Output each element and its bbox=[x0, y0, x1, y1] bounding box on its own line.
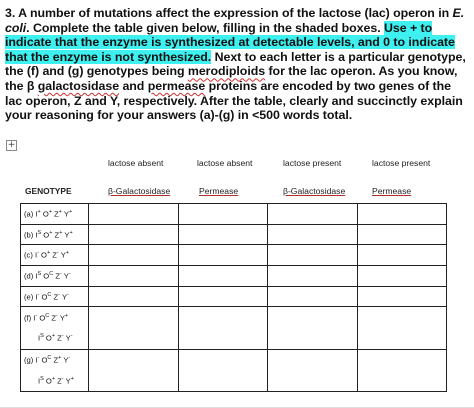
answer-cell[interactable] bbox=[178, 286, 268, 307]
genotype-table bbox=[20, 203, 447, 392]
genotype-cell: $I^S$ O+ Z- Y+ bbox=[21, 370, 89, 391]
answer-cell[interactable] bbox=[178, 265, 268, 286]
enzyme-header-4: Permease bbox=[372, 186, 412, 196]
merodiploids-word: merodiploids bbox=[187, 64, 266, 79]
genotype-cell: (f) I- $O^C$ Z- Y+ bbox=[21, 307, 89, 328]
answer-cell[interactable] bbox=[89, 245, 179, 266]
table-row bbox=[21, 204, 447, 225]
answer-cell[interactable] bbox=[357, 245, 447, 266]
galactosidase-word: galactosidase bbox=[37, 78, 120, 93]
answer-cell[interactable] bbox=[268, 265, 358, 286]
answer-cell[interactable] bbox=[178, 307, 268, 349]
table-row bbox=[21, 286, 447, 307]
genotype-cell: (d) $I^S$ $O^C$ Z- Y- bbox=[21, 265, 89, 286]
answer-cell[interactable] bbox=[89, 349, 179, 391]
answer-cell[interactable] bbox=[89, 286, 179, 307]
genotype-cell: (b) $I^S$ O+ Z+ Y+ bbox=[21, 224, 89, 245]
answer-cell[interactable] bbox=[357, 265, 447, 286]
genotype-cell: (e) I- $O^C$ Z- Y- bbox=[21, 286, 89, 307]
table-row bbox=[21, 245, 447, 266]
enzyme-header-1: β-Galactosidase bbox=[108, 186, 171, 196]
expand-plus-icon[interactable]: + bbox=[7, 140, 16, 150]
genotype-cell: (c) I- O+ Z- Y+ bbox=[21, 245, 89, 266]
answer-cell[interactable] bbox=[268, 307, 358, 349]
question-text: 3. A number of mutations affect the expression of the lactose (lac) operon in E. coli. Complete the table given below, filling in the shaded boxes. Use + to indicate that the enzyme is synthesized at detectable levels, and 0 to indicate that the enzyme is not synthesized. Next to each letter is a particular genotype, the (f) and (g) genotypes being merodiploids for the lac operon. As you know, the β galactosidase and permease proteins are encoded by two genes of the lac operon, Z and Y, respectively. After the table, clearly and succinctly explain your reasoning for your answers (a)-(g) in <500 words total. bbox=[5, 6, 466, 123]
highlighted-instruction: Use + to indicate that the enzyme is synthesized at detectable levels, and 0 to indicate that the enzyme is not synthesized. bbox=[5, 20, 455, 64]
table-row bbox=[21, 265, 447, 286]
table-row bbox=[21, 224, 447, 245]
answer-cell[interactable] bbox=[89, 204, 179, 225]
permease-word: permease bbox=[147, 78, 206, 93]
answer-cell[interactable] bbox=[268, 349, 358, 391]
condition-header-3: lactose present bbox=[283, 158, 342, 168]
condition-header-4: lactose present bbox=[372, 158, 431, 168]
genotype-header: GENOTYPE bbox=[25, 186, 72, 196]
answer-cell[interactable] bbox=[89, 224, 179, 245]
answer-cell[interactable] bbox=[357, 286, 447, 307]
answer-cell[interactable] bbox=[178, 204, 268, 225]
answer-cell[interactable] bbox=[268, 245, 358, 266]
answer-cell[interactable] bbox=[357, 204, 447, 225]
genotype-cell: (a) I+ O+ Z+ Y+ bbox=[21, 204, 89, 225]
genotype-cell: (g) I- $O^C$ Z+ Y- bbox=[21, 349, 89, 370]
table-row bbox=[21, 349, 447, 370]
answer-cell[interactable] bbox=[357, 349, 447, 391]
condition-header-1: lactose absent bbox=[108, 158, 164, 168]
question-number: 3. bbox=[5, 6, 16, 20]
condition-header-2: lactose absent bbox=[197, 158, 253, 168]
answer-cell[interactable] bbox=[178, 224, 268, 245]
answer-cell[interactable] bbox=[268, 224, 358, 245]
answer-cell[interactable] bbox=[357, 307, 447, 349]
enzyme-header-2: Permease bbox=[199, 186, 239, 196]
enzyme-header-3: β-Galactosidase bbox=[283, 186, 346, 196]
answer-cell[interactable] bbox=[178, 349, 268, 391]
table-row bbox=[21, 307, 447, 328]
answer-cell[interactable] bbox=[89, 307, 179, 349]
answer-cell[interactable] bbox=[89, 265, 179, 286]
genotype-cell: $I^S$ O+ Z- Y- bbox=[21, 328, 89, 349]
answer-cell[interactable] bbox=[268, 286, 358, 307]
answer-cell[interactable] bbox=[357, 224, 447, 245]
e-coli-italic: E. coli bbox=[5, 6, 465, 35]
answer-cell[interactable] bbox=[268, 204, 358, 225]
answer-cell[interactable] bbox=[178, 245, 268, 266]
